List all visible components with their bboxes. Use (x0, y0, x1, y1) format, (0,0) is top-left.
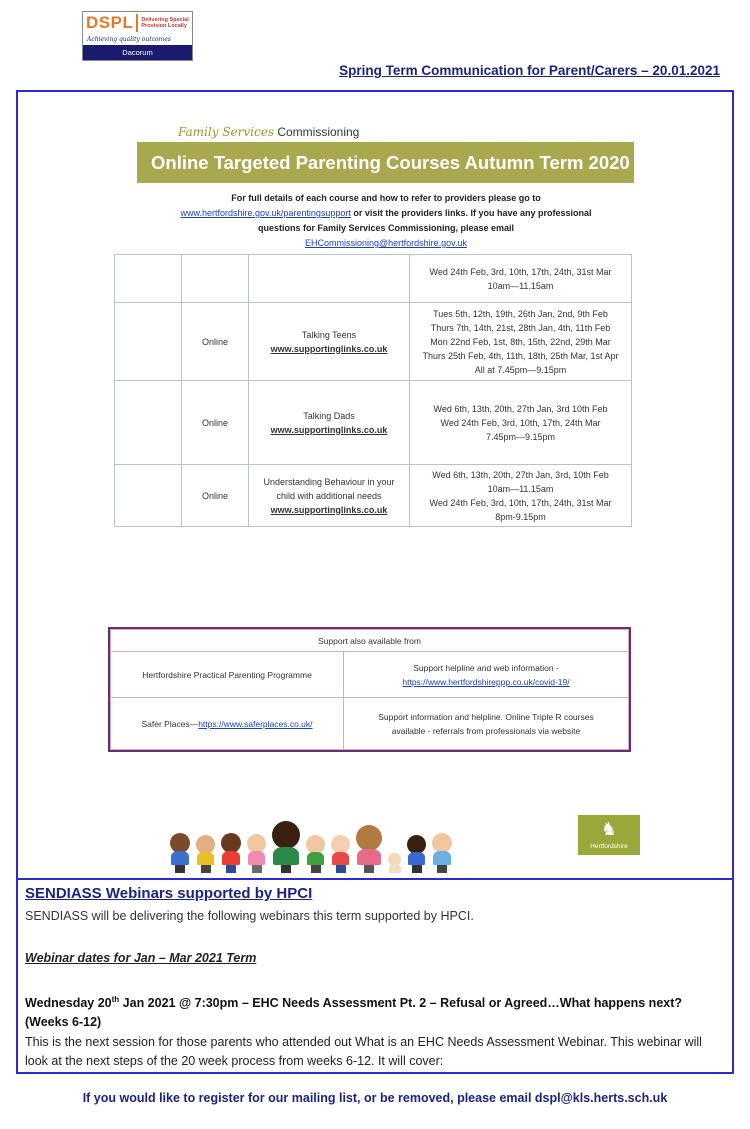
support-provider: Hertfordshire Practical Parenting Programme (111, 652, 344, 698)
webinar-description: This is the next session for those parents who attended out What is an EHC Needs Assessment Webinar. This webinar will look at the next steps of the 20 week process from weeks 6-12. It will cover: (25, 1035, 702, 1068)
course-dates-line: Wed 6th, 13th, 20th, 27th Jan, 3rd 10th Feb (433, 403, 608, 414)
course-dates-cell (410, 255, 632, 303)
course-dates-line: 7.45pm—9.15pm (485, 431, 556, 442)
child-figure (170, 833, 190, 873)
course-name: Talking Teens (301, 329, 357, 340)
section-divider (16, 878, 734, 880)
course-dates-line: 8pm-9.15pm (495, 511, 546, 522)
session-date-suffix: th (111, 995, 120, 1004)
course-name: child with additional needs (276, 490, 382, 501)
table-row (111, 630, 629, 652)
support-provider (111, 698, 344, 750)
course-dates-line: Wed 24th Feb, 3rd, 10th, 17th, 24th, 31st Mar (429, 266, 612, 277)
logo-top (83, 12, 192, 34)
support-info-text: available - referrals from professionals via website (391, 725, 581, 736)
table-cell (115, 255, 182, 303)
course-dates-line: Wed 24th Feb, 3rd, 10th, 17th, 24th Mar (440, 417, 601, 428)
child-figure (306, 835, 325, 873)
hertfordshire-logo-label: Hertfordshire (590, 843, 628, 850)
logo-subtitle (141, 17, 188, 30)
course-dates-line: Wed 24th Feb, 3rd, 10th, 17th, 24th, 31st Mar (429, 497, 612, 508)
webinar-dates-heading: Webinar dates for Jan – Mar 2021 Term (25, 951, 257, 965)
table-row (115, 303, 632, 381)
logo-tagline: Achieving quality outcomes (87, 36, 171, 43)
course-name: Talking Dads (303, 410, 355, 421)
table-cell (115, 381, 182, 465)
table-cell (115, 465, 182, 527)
session-date: Wednesday 20 (25, 996, 112, 1011)
courses-banner: Online Targeted Parenting Courses Autumn Term 2020 v2 (137, 142, 634, 183)
child-figure (356, 825, 382, 873)
course-name-cell (249, 465, 410, 527)
logo-sub-line2: Provision Locally (141, 23, 187, 29)
stag-icon: ♞ (600, 819, 618, 839)
course-dates-line: Thurs 7th, 14th, 21st, 28th Jan, 4th, 11th Feb (430, 322, 611, 333)
support-info (344, 652, 629, 698)
parenting-support-link[interactable]: www.hertfordshire.gov.uk/parentingsupport (180, 208, 351, 218)
table-cell (249, 255, 410, 303)
course-dates-cell (410, 465, 632, 527)
course-mode-cell: Online (182, 303, 249, 381)
session-details: Jan 2021 @ 7:30pm – EHC Needs Assessment Pt. 2 – Refusal or Agreed…What happens next? (Weeks 6-12) (25, 996, 683, 1030)
course-dates-line: Tues 5th, 12th, 19th, 26th Jan, 2nd, 9th Feb (433, 308, 608, 319)
child-figure (388, 853, 401, 873)
mailing-list-footer: If you would like to register for our mailing list, or be removed, please email dspl@kls.herts.sch.uk (82, 1091, 668, 1105)
hertfordshire-logo (578, 815, 640, 855)
family-services-brand (178, 125, 359, 139)
support-heading: Support also available from (111, 630, 629, 652)
courses-intro (160, 191, 612, 251)
course-site-link[interactable]: www.supportinglinks.co.uk (270, 504, 388, 515)
table-cell (182, 255, 249, 303)
course-dates-line: Mon 22nd Feb, 1st, 8th, 15th, 22nd, 29th Mar (430, 336, 611, 347)
sendiass-title: SENDIASS Webinars supported by HPCI (25, 885, 313, 902)
family-services-commissioning: Commissioning (277, 125, 360, 139)
child-figure (247, 834, 266, 873)
table-row (111, 698, 629, 750)
table-row (115, 465, 632, 527)
support-info-text: Support information and helpline. Online Triple R courses (378, 711, 594, 722)
child-figure (196, 835, 215, 873)
course-name: Understanding Behaviour in your (263, 476, 395, 487)
course-mode-cell: Online (182, 465, 249, 527)
course-dates-cell (410, 381, 632, 465)
courses-table (114, 254, 632, 527)
course-name-cell (249, 303, 410, 381)
logo-dspl-text: DSPL (86, 13, 134, 32)
child-figure (432, 833, 452, 873)
sendiass-intro: SENDIASS will be delivering the following webinars this term supported by HPCI. (25, 909, 474, 923)
course-dates-line: Wed 6th, 13th, 20th, 27th Jan, 3rd, 10th Feb (432, 469, 609, 480)
table-cell (115, 303, 182, 381)
children-illustration (170, 818, 540, 873)
table-row (111, 652, 629, 698)
course-dates-line: 10am—11.15am (487, 280, 554, 291)
support-box (108, 627, 631, 752)
saferplaces-link[interactable]: https://www.saferplaces.co.uk/ (198, 718, 313, 729)
dspl-logo (82, 11, 193, 61)
course-mode-cell: Online (182, 381, 249, 465)
support-info (344, 698, 629, 750)
child-figure (272, 821, 300, 873)
family-services-italic: Family Services (178, 125, 274, 139)
child-figure (331, 835, 350, 873)
course-dates-line: Thurs 25th Feb, 4th, 11th, 18th, 25th Mar, 1st Apr (422, 350, 619, 361)
table-row (115, 381, 632, 465)
course-dates-line: 10am—11.15am (487, 483, 554, 494)
hertfordshireppp-link[interactable]: https://www.hertfordshireppp.co.uk/covid-19/ (402, 676, 570, 687)
support-provider-text: Safer Places— (141, 718, 199, 729)
logo-sub-line1: Delivering Special (141, 16, 189, 23)
course-name-cell (249, 381, 410, 465)
course-site-link[interactable]: www.supportinglinks.co.uk (270, 424, 388, 435)
course-dates-cell (410, 303, 632, 381)
table-row (115, 255, 632, 303)
logo-area: Dacorum (83, 45, 192, 60)
commissioning-email-link[interactable]: EHCommissioning@hertfordshire.gov.uk (304, 238, 468, 248)
page-title: Spring Term Communication for Parent/Carers – 20.01.2021 (339, 63, 720, 78)
logo-divider (136, 14, 138, 32)
support-table (110, 629, 629, 750)
intro-text-1: For full details of each course and how to refer to providers please go to (231, 193, 541, 203)
child-figure (407, 835, 426, 873)
child-figure (221, 833, 241, 873)
course-dates-line: All at 7.45pm—9.15pm (474, 364, 567, 375)
intro-text-2: or visit the providers links. If you have any professional questions for Family Services Commissioning, please email (257, 208, 592, 233)
course-site-link[interactable]: www.supportinglinks.co.uk (270, 343, 388, 354)
support-info-text: Support helpline and web information - (413, 662, 559, 673)
webinar-session-title (25, 990, 725, 1032)
